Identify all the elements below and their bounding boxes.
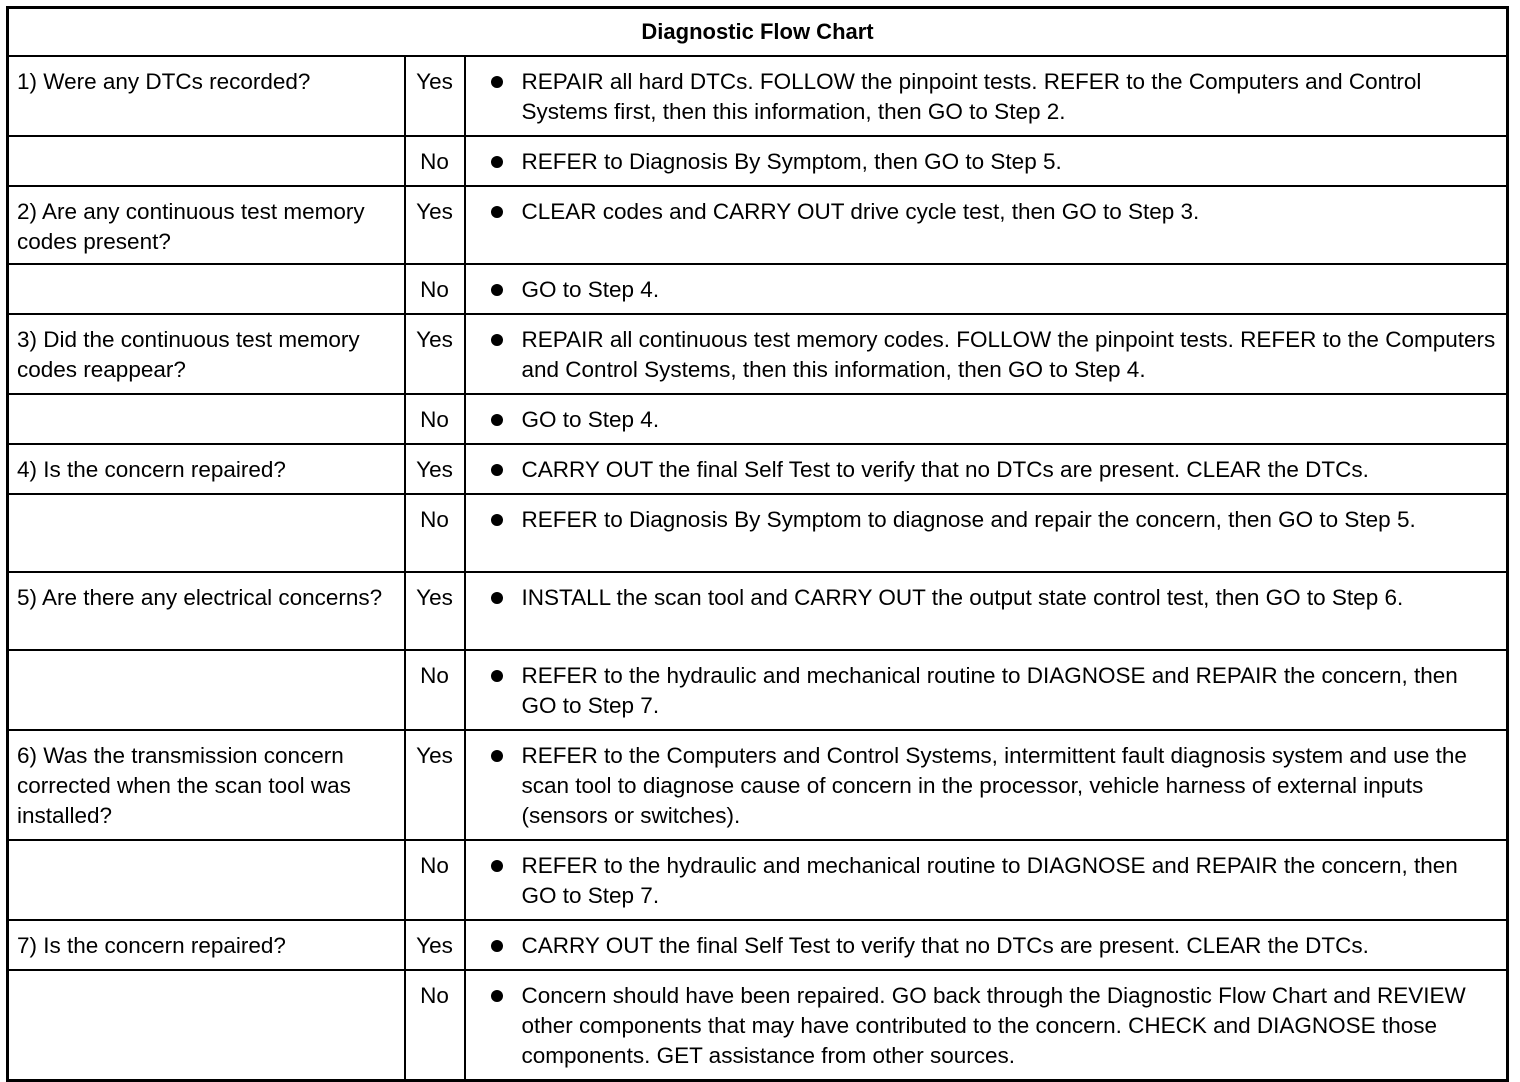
table-row [8, 494, 1508, 572]
action-cell [465, 444, 1508, 494]
bullet-icon [466, 931, 522, 961]
bullet-icon [466, 197, 522, 227]
bullet-icon [466, 325, 522, 355]
action-text: GO to Step 4. [521, 277, 660, 302]
action-item [466, 67, 1497, 127]
question-cell [8, 650, 405, 730]
table-row [8, 920, 1508, 970]
question-cell [8, 840, 405, 920]
action-cell [465, 264, 1508, 314]
action-item [466, 325, 1497, 385]
action-cell [465, 186, 1508, 264]
table-row [8, 444, 1508, 494]
question-cell [8, 136, 405, 186]
table-row [8, 840, 1508, 920]
table-row [8, 730, 1508, 840]
action-cell [465, 394, 1508, 444]
action-item [466, 851, 1497, 911]
action-text: REFER to the Computers and Control Systems, intermittent fault diagnosis system and use the scan tool to diagnose cause of concern in the processor, vehicle harness of external inputs (sensors or switches). [521, 743, 1467, 828]
action-cell [465, 572, 1508, 650]
action-item [466, 505, 1497, 535]
action-text: CLEAR codes and CARRY OUT drive cycle test, then GO to Step 3. [521, 199, 1200, 224]
bullet-icon [466, 455, 522, 485]
bullet-icon [466, 661, 522, 691]
table-row [8, 186, 1508, 264]
answer-cell: Yes [405, 920, 465, 970]
action-cell [465, 970, 1508, 1081]
bullet-icon [466, 505, 522, 535]
action-text: CARRY OUT the final Self Test to verify that no DTCs are present. CLEAR the DTCs. [521, 933, 1369, 958]
action-item [466, 197, 1497, 227]
answer-cell: Yes [405, 730, 465, 840]
action-item [466, 981, 1497, 1071]
answer-cell: No [405, 394, 465, 444]
action-item [466, 661, 1497, 721]
table-row [8, 314, 1508, 394]
action-text: INSTALL the scan tool and CARRY OUT the output state control test, then GO to Step 6. [521, 585, 1404, 610]
action-cell [465, 840, 1508, 920]
action-cell [465, 730, 1508, 840]
answer-cell: Yes [405, 444, 465, 494]
question-cell: 1) Were any DTCs recorded? [8, 56, 405, 136]
table-row [8, 394, 1508, 444]
question-cell: 5) Are there any electrical concerns? [8, 572, 405, 650]
table-row [8, 264, 1508, 314]
action-item [466, 405, 1497, 435]
question-cell [8, 494, 405, 572]
answer-cell: No [405, 264, 465, 314]
bullet-icon [466, 981, 522, 1011]
action-item [466, 741, 1497, 831]
action-text: REFER to Diagnosis By Symptom, then GO to Step 5. [521, 149, 1062, 174]
table-row [8, 136, 1508, 186]
bullet-icon [466, 583, 522, 613]
action-text: REFER to the hydraulic and mechanical routine to DIAGNOSE and REPAIR the concern, then GO to Step 7. [521, 663, 1458, 718]
action-item [466, 147, 1497, 177]
answer-cell: No [405, 970, 465, 1081]
table-row [8, 572, 1508, 650]
table-row [8, 56, 1508, 136]
table-header-row [8, 8, 1508, 57]
action-cell [465, 920, 1508, 970]
question-cell [8, 970, 405, 1081]
action-text: GO to Step 4. [521, 407, 660, 432]
action-text: CARRY OUT the final Self Test to verify that no DTCs are present. CLEAR the DTCs. [521, 457, 1369, 482]
action-cell [465, 650, 1508, 730]
action-text: REPAIR all hard DTCs. FOLLOW the pinpoint tests. REFER to the Computers and Control Systems first, then this information, then GO to Step 2. [521, 69, 1422, 124]
action-cell [465, 314, 1508, 394]
action-item [466, 275, 1497, 305]
action-item [466, 931, 1497, 961]
action-item [466, 583, 1497, 613]
answer-cell: Yes [405, 56, 465, 136]
action-text: REFER to the hydraulic and mechanical routine to DIAGNOSE and REPAIR the concern, then GO to Step 7. [521, 853, 1458, 908]
question-cell: 7) Is the concern repaired? [8, 920, 405, 970]
action-cell [465, 136, 1508, 186]
bullet-icon [466, 405, 522, 435]
chart-title: Diagnostic Flow Chart [8, 8, 1508, 57]
answer-cell: Yes [405, 572, 465, 650]
action-item [466, 455, 1497, 485]
bullet-icon [466, 275, 522, 305]
answer-cell: No [405, 494, 465, 572]
table-row [8, 970, 1508, 1081]
question-cell: 6) Was the transmission concern corrected when the scan tool was installed? [8, 730, 405, 840]
question-cell: 3) Did the continuous test memory codes reappear? [8, 314, 405, 394]
question-cell: 4) Is the concern repaired? [8, 444, 405, 494]
answer-cell: No [405, 840, 465, 920]
action-text: REFER to Diagnosis By Symptom to diagnose and repair the concern, then GO to Step 5. [521, 507, 1416, 532]
bullet-icon [466, 67, 522, 97]
answer-cell: No [405, 136, 465, 186]
diagnostic-flow-chart-table [6, 6, 1509, 1082]
table-row [8, 650, 1508, 730]
bullet-icon [466, 851, 522, 881]
action-cell [465, 494, 1508, 572]
action-text: Concern should have been repaired. GO back through the Diagnostic Flow Chart and REVIEW other components that may have contributed to the concern. CHECK and DIAGNOSE those components. GET assistance from other sources. [521, 983, 1466, 1068]
action-text: REPAIR all continuous test memory codes. FOLLOW the pinpoint tests. REFER to the Computers and Control Systems, then this information, then GO to Step 4. [521, 327, 1496, 382]
question-cell: 2) Are any continuous test memory codes present? [8, 186, 405, 264]
bullet-icon [466, 741, 522, 771]
action-cell [465, 56, 1508, 136]
question-cell [8, 394, 405, 444]
answer-cell: Yes [405, 314, 465, 394]
question-cell [8, 264, 405, 314]
bullet-icon [466, 147, 522, 177]
answer-cell: No [405, 650, 465, 730]
answer-cell: Yes [405, 186, 465, 264]
table-body [8, 56, 1508, 1081]
